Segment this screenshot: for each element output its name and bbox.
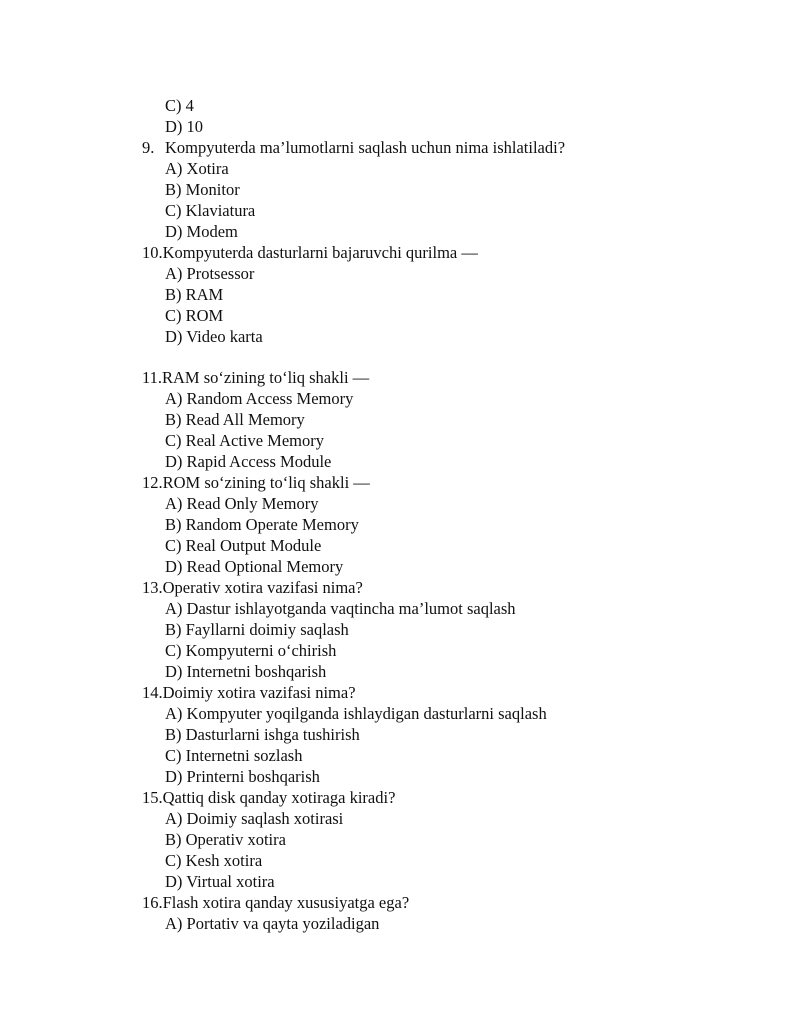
answer-option: A) Portativ va qayta yoziladigan <box>165 914 380 933</box>
answer-option: C) Internetni sozlash <box>165 746 303 765</box>
question-text: Operativ xotira vazifasi nima? <box>162 578 363 597</box>
question-text: Flash xotira qanday xususiyatga ega? <box>162 893 410 912</box>
answer-option: A) Doimiy saqlash xotirasi <box>165 809 344 828</box>
question-13 <box>142 577 762 598</box>
question-text: Kompyuterda ma’lumotlarni saqlash uchun nima ishlatiladi? <box>165 138 566 157</box>
question-number: 9. <box>142 138 155 157</box>
answer-option: B) Operativ xotira <box>165 830 286 849</box>
question-number: 11. <box>142 368 163 387</box>
question-10 <box>142 242 762 263</box>
question-text: Qattiq disk qanday xotiraga kiradi? <box>162 788 396 807</box>
answer-option: D) Video karta <box>165 327 263 346</box>
question-number: 12. <box>142 473 163 492</box>
question-number: 13. <box>142 578 163 597</box>
answer-option: D) Rapid Access Module <box>165 452 332 471</box>
question-12 <box>142 472 762 493</box>
answer-option: C) 4 <box>165 96 194 115</box>
question-number: 10. <box>142 243 163 262</box>
question-number: 14. <box>142 683 163 702</box>
question-text: Doimiy xotira vazifasi nima? <box>162 683 356 702</box>
question-text: ROM so‘zining to‘liq shakli — <box>162 473 370 492</box>
answer-option: A) Read Only Memory <box>165 494 319 513</box>
paragraph-gap <box>142 347 762 367</box>
question-15 <box>142 787 762 808</box>
question-number: 16. <box>142 893 163 912</box>
answer-option: B) Monitor <box>165 180 240 199</box>
answer-option: A) Xotira <box>165 159 229 178</box>
answer-option: D) Virtual xotira <box>165 872 275 891</box>
answer-option: D) Read Optional Memory <box>165 557 344 576</box>
answer-option: B) Fayllarni doimiy saqlash <box>165 620 349 639</box>
answer-option: A) Random Access Memory <box>165 389 354 408</box>
question-16 <box>142 892 762 913</box>
answer-option: C) Klaviatura <box>165 201 256 220</box>
answer-option: C) Real Output Module <box>165 536 322 555</box>
answer-option: C) ROM <box>165 306 224 325</box>
answer-option: B) Random Operate Memory <box>165 515 359 534</box>
answer-option: A) Protsessor <box>165 264 255 283</box>
answer-option: B) Read All Memory <box>165 410 305 429</box>
question-text: Kompyuterda dasturlarni bajaruvchi qurilma — <box>162 243 478 262</box>
answer-option: D) Internetni boshqarish <box>165 662 327 681</box>
question-number: 15. <box>142 788 163 807</box>
answer-option: A) Kompyuter yoqilganda ishlaydigan dasturlarni saqlash <box>165 704 547 723</box>
answer-option: D) Printerni boshqarish <box>165 767 320 786</box>
answer-option: C) Kompyuterni o‘chirish <box>165 641 337 660</box>
answer-option: D) Modem <box>165 222 238 241</box>
question-text: RAM so‘zining to‘liq shakli — <box>162 368 370 387</box>
question-9 <box>142 137 762 158</box>
answer-option: A) Dastur ishlayotganda vaqtincha ma’lumot saqlash <box>165 599 516 618</box>
answer-option: B) RAM <box>165 285 224 304</box>
question-11 <box>142 367 762 388</box>
answer-option: C) Real Active Memory <box>165 431 325 450</box>
answer-option: D) 10 <box>165 117 204 136</box>
question-14 <box>142 682 762 703</box>
answer-option: C) Kesh xotira <box>165 851 263 870</box>
quiz-content <box>142 95 762 934</box>
answer-option: B) Dasturlarni ishga tushirish <box>165 725 360 744</box>
